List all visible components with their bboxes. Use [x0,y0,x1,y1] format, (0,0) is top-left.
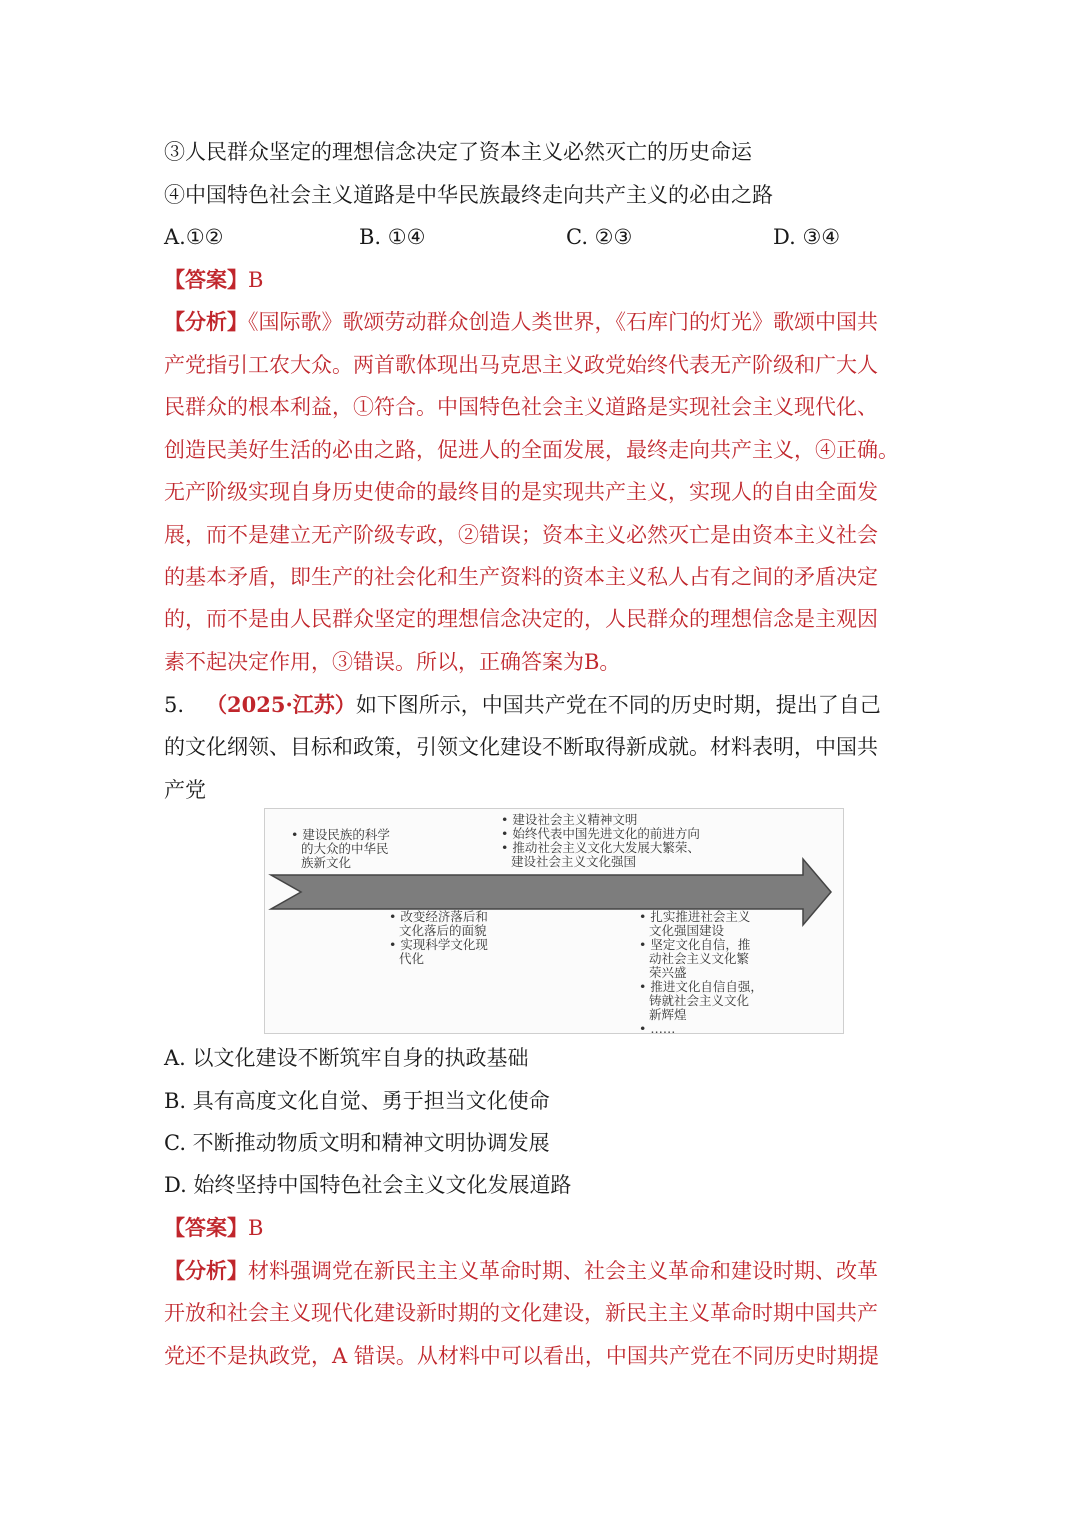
answer-tag: 【答案】 [164,1215,248,1240]
q4-analysis-line: 的，而不是由人民群众坚定的理想信念决定的，人民群众的理想信念是主观因 [164,607,878,631]
q4-analysis-line: 民群众的根本利益，①符合。中国特色社会主义道路是实现社会主义现代化、 [164,395,878,419]
q5-option-b: B. 具有高度文化自觉、勇于担当文化使命 [164,1089,550,1113]
answer-value: B [248,1216,264,1240]
block-text: • 始终代表中国先进文化的前进方向 [501,827,700,841]
block-text: • 推动社会主义文化大发展大繁荣、 [501,841,700,855]
q4-analysis-line: 素不起决定作用，③错误。所以，正确答案为B。 [164,650,621,674]
block-text: • 扎实推进社会主义 [639,910,763,924]
block-bottom-right [639,910,763,1036]
block-text: 代化 [399,951,425,966]
q4-analysis-line: 无产阶级实现自身历史使命的最终目的是实现共产主义，实现人的自由全面发 [164,480,878,504]
q4-options [164,222,924,252]
block-text: 文化落后的面貌 [399,923,487,938]
block-bottom-mid [389,910,488,966]
q4-option-a: A.①② [164,225,224,249]
q4-analysis-line: 展，而不是建立无产阶级专政，②错误；资本主义必然灭亡是由资本主义社会 [164,523,878,547]
q5-analysis-line [164,1256,878,1286]
q4-analysis-line: 创造民美好生活的必由之路，促进人的全面发展，最终走向共产主义，④正确。 [164,438,899,462]
block-text: • 实现科学文化现 [389,938,488,952]
stem-text: 如下图所示，中国共产党在不同的历史时期，提出了自己 [355,693,881,717]
block-text: 荣兴盛 [649,965,687,980]
q5-option-d: D. 始终坚持中国特色社会主义文化发展道路 [164,1173,572,1197]
block-top-left [291,828,390,870]
q5-option-a: A. 以文化建设不断筑牢自身的执政基础 [164,1046,529,1070]
q4-option-b: B. ①④ [359,225,426,249]
block-text: 族新文化 [301,855,352,870]
q4-option-d: D. ③④ [773,225,841,249]
block-text: • 建设民族的科学 [291,828,390,842]
answer-value: B [248,268,264,292]
q5-stem-line: 的文化纲领、目标和政策，引领文化建设不断取得新成就。材料表明，中国共 [164,735,878,759]
analysis-tag: 【分析】 [164,1258,248,1283]
block-text: 动社会主义文化繁 [649,951,750,966]
block-text: 铸就社会主义文化 [649,993,750,1008]
analysis-text: 材料强调党在新民主主义革命时期、社会主义革命和建设时期、改革 [248,1259,878,1283]
answer-tag: 【答案】 [164,267,248,292]
question-source: （2025·江苏） [206,692,356,717]
q5-analysis-line: 开放和社会主义现代化建设新时期的文化建设，新民主主义革命时期中国共产 [164,1301,878,1325]
block-text: • …… [639,1022,763,1036]
block-text: 文化强国建设 [649,923,725,938]
analysis-text: 《国际歌》歌颂劳动群众创造人类世界，《石库门的灯光》歌颂中国共 [248,310,878,334]
q5-stem-line [164,690,881,720]
block-text: • 改变经济落后和 [389,910,488,924]
statement-4: ④中国特色社会主义道路是中华民族最终走向共产主义的必由之路 [164,183,773,207]
analysis-tag: 【分析】 [164,309,248,334]
q5-option-c: C. 不断推动物质文明和精神文明协调发展 [164,1131,550,1155]
block-text: • 坚定文化自信，推 [639,938,763,952]
q4-analysis-line: 产党指引工农大众。两首歌体现出马克思主义政党始终代表无产阶级和广大人 [164,353,878,377]
q4-answer [164,265,263,295]
q5-analysis-line: 党还不是执政党，A 错误。从材料中可以看出，中国共产党在不同历史时期提 [164,1344,879,1368]
block-text: 新辉煌 [649,1007,687,1022]
statement-3: ③人民群众坚定的理想信念决定了资本主义必然灭亡的历史命运 [164,140,752,164]
q5-stem-line: 产党 [164,778,206,802]
block-text: 的大众的中华民 [301,841,389,856]
q4-option-c: C. ②③ [566,225,633,249]
q5-answer [164,1213,263,1243]
block-top-right [501,813,700,869]
q4-analysis-line [164,307,878,337]
timeline-diagram [264,808,844,1034]
block-text: • 推进文化自信自强， [639,980,763,994]
question-number: 5. [164,693,185,717]
block-text: 建设社会主义文化强国 [511,854,637,869]
block-text: • 建设社会主义精神文明 [501,813,700,827]
q4-analysis-line: 的基本矛盾，即生产的社会化和生产资料的资本主义私人占有之间的矛盾决定 [164,565,878,589]
